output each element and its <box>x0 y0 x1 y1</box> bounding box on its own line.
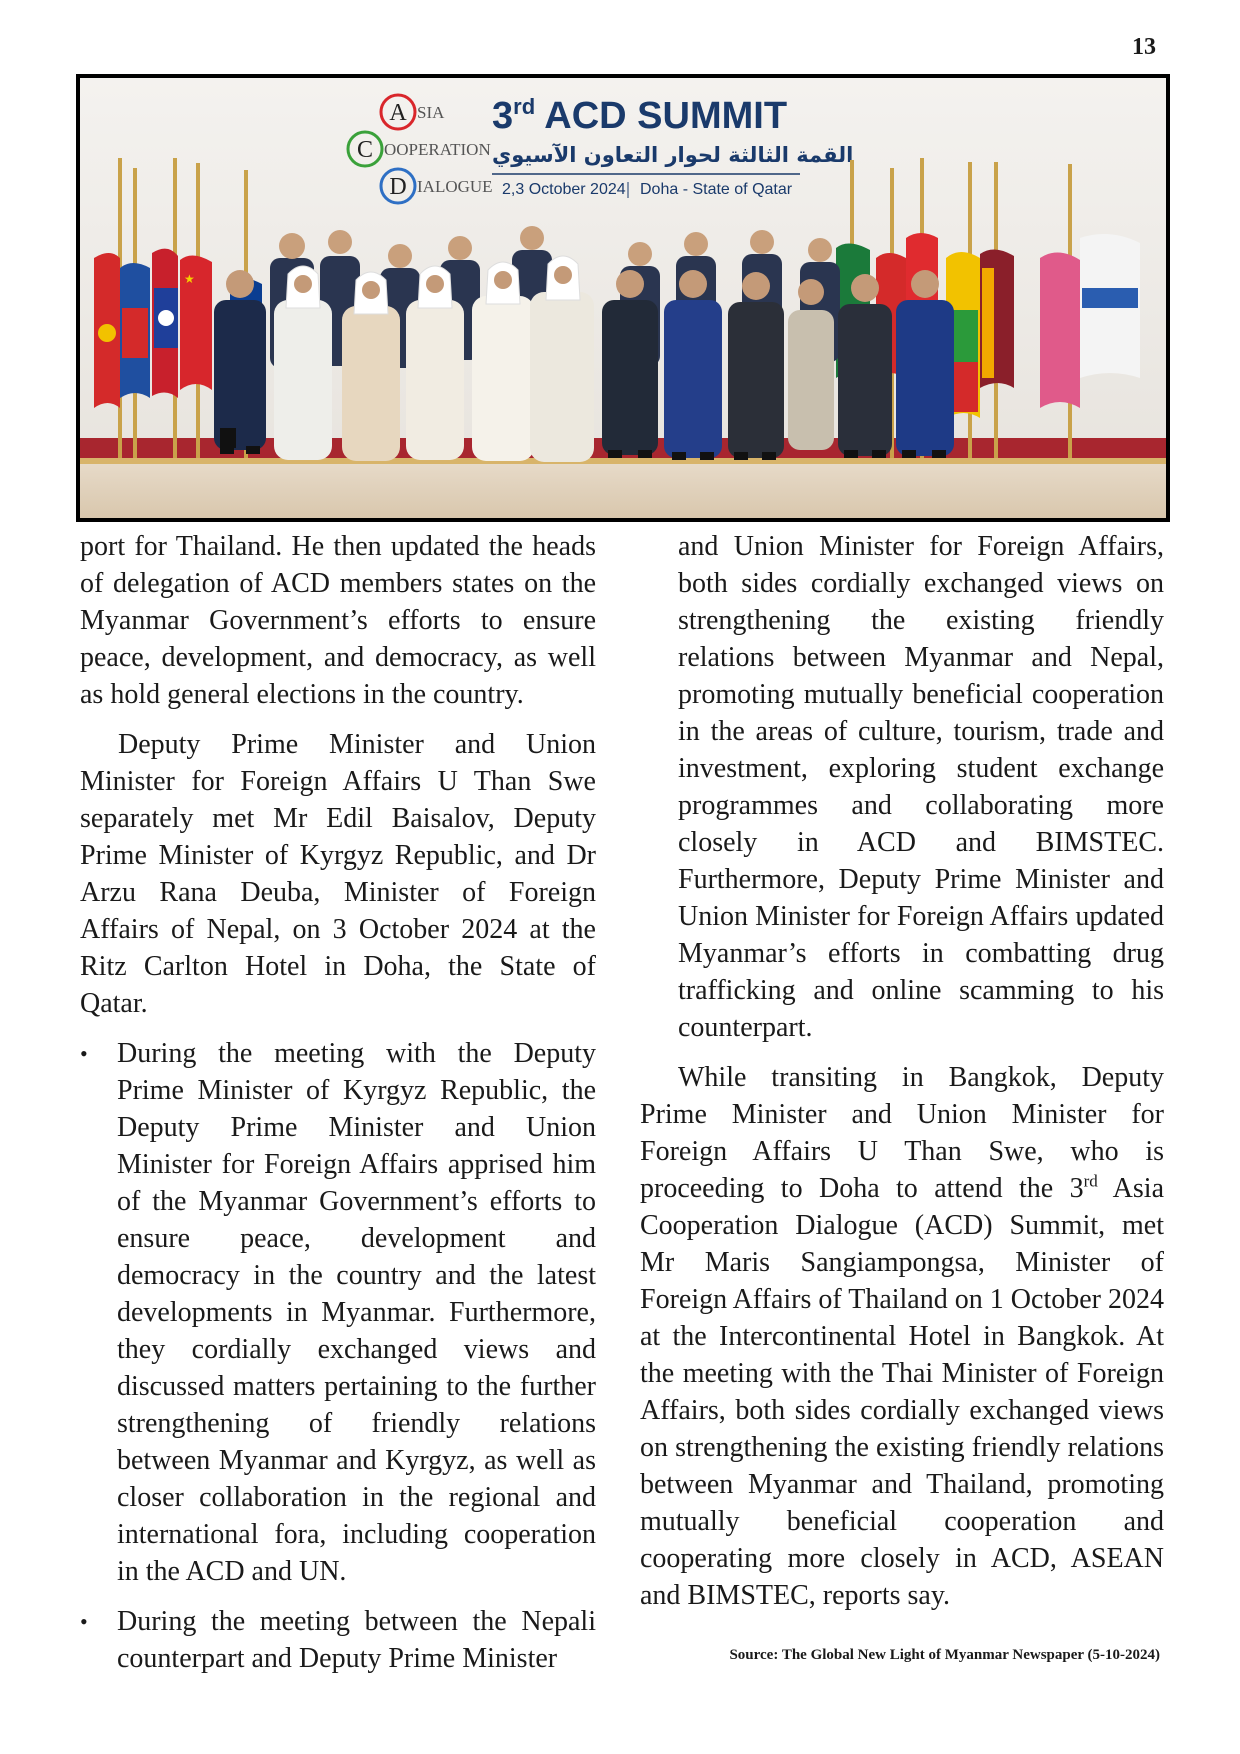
bullet-dot: • <box>80 1041 88 1066</box>
bullet-nepal-meeting <box>80 1603 596 1677</box>
svg-text:3rd ACD SUMMIT <box>492 94 787 137</box>
source-credit: Source: The Global New Light of Myanmar Newspaper (5-10-2024) <box>729 1647 1160 1663</box>
summit-number: 3 <box>492 95 514 137</box>
bullet-kyrgyz-meeting <box>80 1035 596 1590</box>
bullet-kyrgyz-text: During the meeting with the Deputy Prime Minister of Kyrgyz Republic, the Deputy Prime Minister and Union Minister for Foreign Affairs apprised him of the Myanmar Government’s efforts to ensure peace, development and democracy in the country and the latest developments in Myanmar. Furthermore, they cordially exchanged views and discussed matters pertaining to the further strengthening of friendly relations between Myanmar and Kyrgyz, as well as closer collaboration in the regional and international fora, including cooperation in the ACD and UN. <box>117 1038 596 1587</box>
svg-text:★: ★ <box>184 272 195 286</box>
article-right-column <box>640 528 1164 1627</box>
summit-arabic-title: القمة الثالثة لحوار التعاون الآسيوي <box>492 143 854 167</box>
bangkok-text-a: While transiting in Bangkok, Deputy Prime Minister and Union Minister for Foreign Affairs U Than Swe, who is proceeding to Doha to attend the 3 <box>640 1062 1164 1204</box>
paragraph-separate-meetings: Deputy Prime Minister and Union Minister for Foreign Affairs U Than Swe separately met Mr Edil Baisalov, Deputy Prime Minister of Kyrgyz Republic, and Dr Arzu Rana Deuba, Minister of Foreign Affairs of Nepal, on 3 October 2024 at the Ritz Carlton Hotel in Doha, the State of Qatar. <box>80 729 596 1019</box>
logo-word-d: IALOGUE <box>417 177 493 196</box>
paragraph-bangkok-meeting <box>640 1059 1164 1614</box>
logo-letter-c: C <box>356 137 374 163</box>
article-left-column <box>80 528 596 1690</box>
summit-date: 2,3 October 2024 <box>502 181 626 198</box>
paragraph-nepal-continued: and Union Minister for Foreign Affairs, both sides cordially exchanged views on strengthening the existing friendly relations between Myanmar and Nepal, promoting mutually beneficial cooperation in the areas of culture, tourism, trade and investment, exploring student exchange programmes and collaborating more closely in ACD and BIMSTEC. Furthermore, Deputy Prime Minister and Union Minister for Foreign Affairs updated Myanmar’s efforts in combatting drug trafficking and online scamming to his counterpart. <box>678 531 1164 1043</box>
summit-superscript: rd <box>513 94 536 119</box>
summit-group-photo <box>76 74 1170 522</box>
bullet-nepal-text: During the meeting between the Nepali counterpart and Deputy Prime Minister <box>117 1606 596 1674</box>
paragraph-thailand-update: port for Thailand. He then updated the heads of delegation of ACD members states on the Myanmar Government’s efforts to ensure peace, development, and democracy, as well as hold general elections in the country. <box>80 531 596 710</box>
ordinal-superscript: rd <box>1083 1171 1098 1191</box>
bangkok-text-b: Asia Cooperation Dialogue (ACD) Summit, met Mr Maris Sangiampongsa, Minister of Foreign Affairs of Thailand on 1 October 2024 at the Intercontinental Hotel in Bangkok. At the meeting with the Thai Minister of Foreign Affairs, both sides cordially exchanged views on strengthening the existing friendly relations between Myanmar and Thailand, promoting mutually beneficial cooperation and cooperating more closely in ACD, ASEAN and BIMSTEC, reports say. <box>640 1173 1164 1611</box>
logo-letter-d: D <box>389 174 407 200</box>
logo-word-c: OOPERATION <box>384 140 491 159</box>
logo-word-a: SIA <box>417 103 445 122</box>
bullet-dot: • <box>80 1609 88 1634</box>
meeting-bullets <box>80 1035 596 1677</box>
page-number: 13 <box>1132 34 1156 60</box>
logo-letter-a: A <box>389 100 407 126</box>
summit-title: ACD SUMMIT <box>535 95 788 137</box>
summit-place: Doha - State of Qatar <box>640 181 793 198</box>
